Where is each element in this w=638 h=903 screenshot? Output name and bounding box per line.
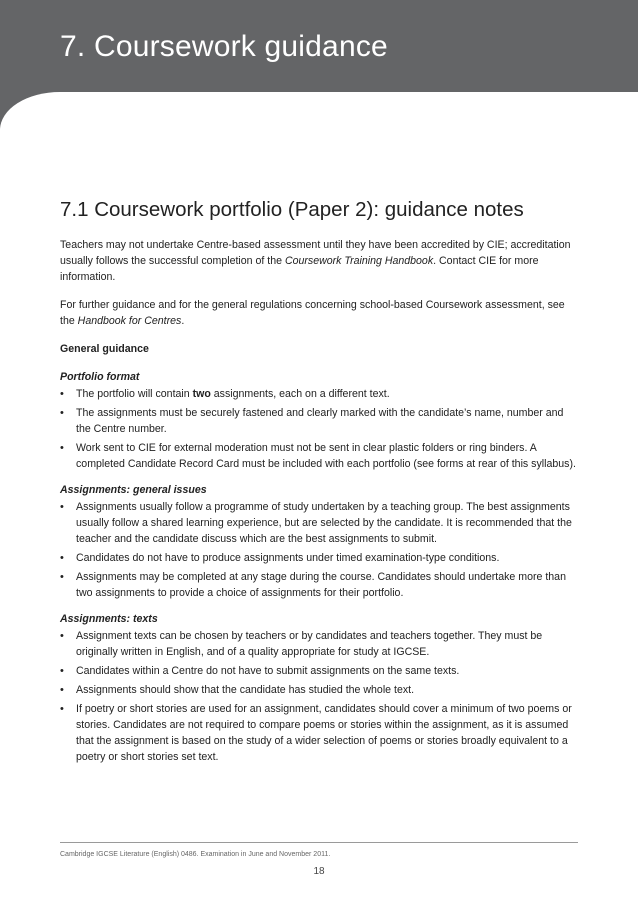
texts-list — [60, 628, 580, 765]
list-item: • Assignments usually follow a programme of study undertaken by a teaching group. The best assignments usually follow a shared learning experience, but are selected by the candidate. It is recommended that the teacher and the candidate discuss which are the best assignments to submit. — [60, 499, 580, 547]
banner-curve-decoration — [0, 92, 60, 130]
list-item: • If poetry or short stories are used for an assignment, candidates should cover a minimum of two poems or stories. Candidates are not required to compare poems or stories within the assignment, as it is assumed that the assignment is based on the study of a wider selection of poems or stories broadly equivalent to a poetry or short stories set text. — [60, 701, 580, 765]
list-item: • Candidates within a Centre do not have to submit assignments on the same texts. — [60, 663, 580, 679]
section-title: 7.1 Coursework portfolio (Paper 2): guidance notes — [60, 198, 524, 221]
list-item: • Work sent to CIE for external moderation must not be sent in clear plastic folders or ring binders. A completed Candidate Record Card must be included with each portfolio (see forms at rear of this syllabus). — [60, 440, 580, 472]
portfolio-format-list — [60, 386, 580, 472]
general-issues-heading: Assignments: general issues — [60, 484, 207, 496]
list-item: • Assignment texts can be chosen by teachers or by candidates and teachers together. They must be originally written in English, and of a quality appropriate for study at IGCSE. — [60, 628, 580, 660]
list-item: • The portfolio will contain two assignments, each on a different text. — [60, 386, 580, 402]
portfolio-format-heading: Portfolio format — [60, 371, 140, 383]
intro-paragraph-further-guidance: For further guidance and for the general regulations concerning school-based Coursework assessment, see the Handbook for Centres. — [60, 299, 565, 327]
general-guidance-heading: General guidance — [60, 343, 149, 355]
list-item: • Assignments may be completed at any stage during the course. Candidates should undertake more than two assignments to provide a choice of assignments for their portfolio. — [60, 569, 580, 601]
chapter-title: 7. Coursework guidance — [60, 30, 388, 63]
list-item: • The assignments must be securely fastened and clearly marked with the candidate’s name, number and the Centre number. — [60, 405, 580, 437]
page-number: 18 — [313, 866, 325, 877]
texts-heading: Assignments: texts — [60, 613, 158, 625]
list-item: • Assignments should show that the candidate has studied the whole text. — [60, 682, 580, 698]
general-issues-list — [60, 499, 580, 601]
footer-divider — [60, 842, 578, 843]
intro-paragraph-accreditation: Teachers may not undertake Centre-based assessment until they have been accredited by CIE; accreditation usually follows the successful completion of the Coursework Training Handbook. Contact CIE for more information. — [60, 239, 571, 283]
chapter-banner — [0, 0, 638, 92]
handbook-for-centres-title: Handbook for Centres — [77, 315, 182, 327]
list-item: • Candidates do not have to produce assignments under timed examination-type conditions. — [60, 550, 580, 566]
coursework-handbook-title: Coursework Training Handbook — [284, 255, 434, 267]
footer-text: Cambridge IGCSE Literature (English) 0486. Examination in June and November 2011. — [60, 851, 331, 858]
page-content — [60, 197, 580, 775]
